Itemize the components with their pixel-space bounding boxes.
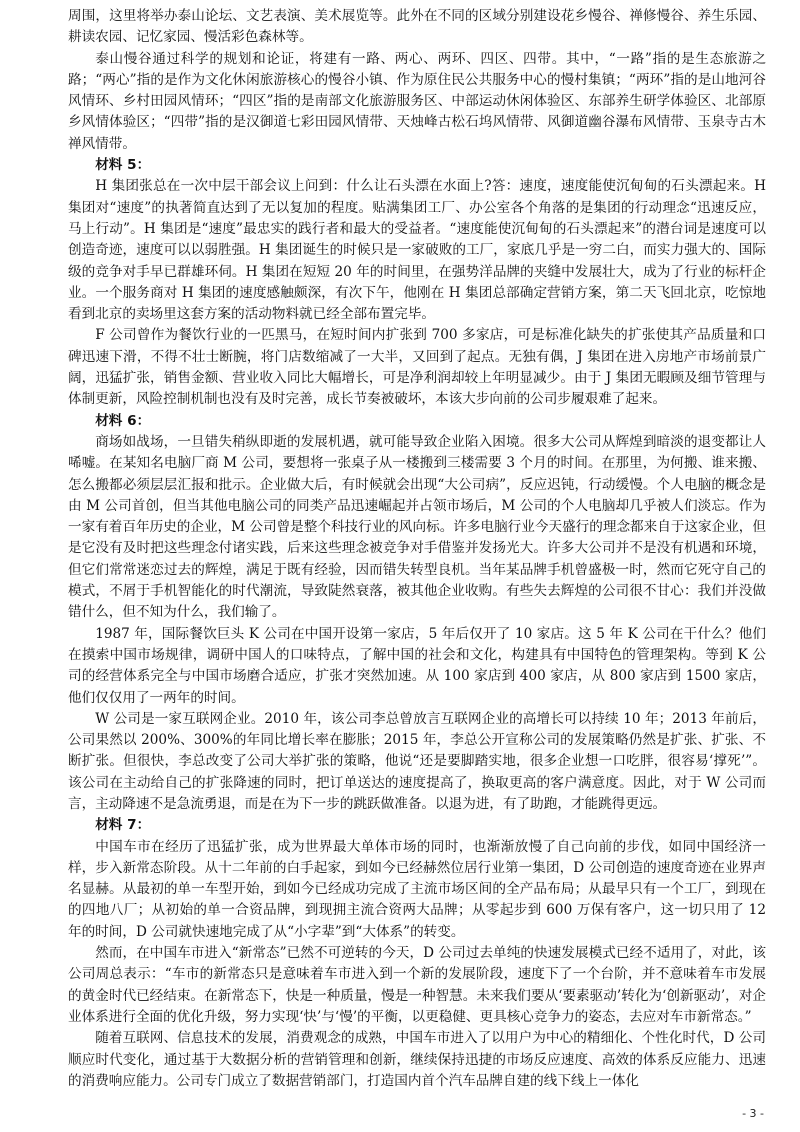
paragraph: F 公司曾作为餐饮行业的一匹黑马，在短时间内扩张到 700 多家店，可是标准化缺失的扩张使其产品质量和口碑迅速下滑，不得不壮士断腕，将门店数缩减了一大半，又回到了起点。无独有偶，J 集团在进入房地产市场前景广阔，迅猛扩张，销售金额、营业收入同比大幅增长，可是净利润却较上年明显减少。由于 J 集团无暇顾及细节管理与体制更新，风险控制机制也没有及时完善，成长节奏被破坏，本该大步向前的公司步履艰难了起来。 xyxy=(68,327,766,408)
section-heading: 材料 7： xyxy=(95,817,151,834)
section-heading: 材料 6： xyxy=(95,412,151,429)
paragraph-continued: 周围，这里将举办泰山论坛、文艺表演、美术展览等。此外在不同的区域分别建设花乡慢谷、禅修慢谷、养生乐园、耕读农园、记忆家园、慢活彩色森林等。 xyxy=(68,8,766,46)
page-number: - 3 - xyxy=(742,1106,764,1120)
paragraph: 商场如战场，一旦错失稍纵即逝的发展机遇，就可能导致企业陷入困境。很多大公司从辉煌到暗淡的退变都让人唏嘘。在某知名电脑厂商 M 公司，要想将一张桌子从一楼搬到三楼需要 3 个月的时间。在那里，为何搬、谁来搬、怎么搬都必须层层汇报和批示。企业做大后，有时候就会出现“大公司病”，反应迟钝，行动缓慢。个人电脑的概念是由 M 公司首创，但当其他电脑公司的同类产品迅速崛起并占领市场后，M 公司的个人电脑却几乎被人们淡忘。作为一家有着百年历史的企业，M 公司曾是整个科技行业的风向标。许多电脑行业今天盛行的理念都来自于这家企业，但是它没有及时把这些理念付诸实践，后来这些理念被竞争对手借鉴并发扬光大。许多大公司并不是没有机遇和环境，但它们常常迷恋过去的辉煌，满足于既有经验，因而错失转型良机。当年某品牌手机曾盛极一时，然而它死守自己的模式，不屑于手机智能化的时代潮流，导致陡然衰落，被其他企业收购。有些失去辉煌的公司很不甘心：我们并没做错什么，但不知为什么，我们输了。 xyxy=(68,433,766,621)
paragraph: 泰山慢谷通过科学的规划和论证，将建有一路、两心、两环、四区、四带。其中，“一路”指的是生态旅游之路；“两心”指的是作为文化休闲旅游核心的慢谷小镇、作为原住民公共服务中心的慢村集镇；“两环”指的是山地河谷风情环、乡村田园风情环；“四区”指的是南部文化旅游服务区、中部运动休闲体验区、东部养生研学体验区、北部原乡风情体验区；“四带”指的是汉御道七彩田园风情带、天烛峰古松石坞风情带、风御道幽谷瀑布风情带、玉泉寺古木禅风情带。 xyxy=(68,50,766,152)
paragraph: 然而，在中国车市进入“新常态”已然不可逆转的今天，D 公司过去单纯的快速发展模式已经不适用了，对此，该公司周总表示：“车市的新常态只是意味着车市进入到一个新的发展阶段，速度下了一个台阶，并不意味着车市发展的黄金时代已经结束。在新常态下，快是一种质量，慢是一种智慧。未来我们要从‘要素驱动’转化为‘创新驱动’，对企业体系进行全面的优化升级，努力实现‘快’与‘慢’的平衡，以更稳健、更具核心竞争力的姿态，去应对车市新常态。” xyxy=(68,945,766,1025)
paragraph: 中国车市在经历了迅猛扩张，成为世界最大单体市场的同时，也渐渐放慢了自己向前的步伐，如同中国经济一样，步入新常态阶段。从十二年前的白手起家，到如今已经赫然位居行业第一集团，D 公司创造的速度奇迹在业界声名显赫。从最初的单一车型开始，到如今已经成功完成了主流市场区间的全产品布局；从最早只有一个工厂，到现在的四地八厂；从初始的单一合资品牌，到现拥主流合资两大品牌；从零起步到 600 万保有客户，这一切只用了 12 年的时间，D 公司就快速地完成了从“小字辈”到“大体系”的转变。 xyxy=(68,838,766,940)
paragraph: 随着互联网、信息技术的发展，消费观念的成熟，中国车市进入了以用户为中心的精细化、个性化时代，D 公司顺应时代变化，通过基于大数据分析的营销管理和创新，继续保持迅捷的市场反应速度、高效的体系反应能力、迅速的消费响应能力。公司专门成立了数据营销部门，打造国内首个汽车品牌自建的线下线上一体化 xyxy=(68,1030,766,1089)
document-body xyxy=(68,6,766,1092)
paragraph: 1987 年，国际餐饮巨头 K 公司在中国开设第一家店，5 年后仅开了 10 家店。这 5 年 K 公司在干什么？他们在摸索中国市场规律，调研中国人的口味特点，了解中国的社会和文化，构建具有中国特色的管理架构。等到 K 公司的经营体系完全与中国市场磨合适应，扩张才突然加速。从 100 家店到 400 家店，从 800 家店到 1500 家店，他们仅仅用了一两年的时间。 xyxy=(68,625,766,706)
paragraph: W 公司是一家互联网企业。2010 年，该公司李总曾放言互联网企业的高增长可以持续 10 年；2013 年前后，公司果然以 200%、300%的年同比增长率在膨胀；2015 年，李总公开宣称公司的发展策略仍然是扩张、扩张、不断扩张。但很快，李总改变了公司大举扩张的策略，他说“还是要脚踏实地，很多企业想一口吃胖，很容易‘撑死’”。该公司在主动给自己的扩张降速的同时，把订单送达的速度提高了，换取更高的客户满意度。因此，对于 W 公司而言，主动降速不是急流勇退，而是在为下一步的跳跃做准备。以退为进，有了助跑，才能跳得更远。 xyxy=(68,710,766,812)
paragraph: H 集团张总在一次中层干部会议上问到：什么让石头漂在水面上?答：速度，速度能使沉甸甸的石头漂起来。H 集团对“速度”的执著简直达到了无以复加的程度。贴满集团工厂、办公室各个角落的是集团的行动理念“迅速反应，马上行动”。H 集团是“速度”最忠实的践行者和最大的受益者。“速度能使沉甸甸的石头漂起来”的潜台词是速度可以创造奇迹，速度可以以弱胜强。H 集团诞生的时候只是一家破败的工厂，家底几乎是一穷二白，而实力强大的、国际级的竞争对手早已群雄环伺。H 集团在短短 20 年的时间里，在强势洋品牌的夹缝中发展壮大，成为了行业的标杆企业。一个服务商对 H 集团的速度感触颇深，有次下午，他刚在 H 集团总部确定营销方案，第二天飞回北京，吃惊地看到北京的卖场里这套方案的活动物料就已经全部布置完毕。 xyxy=(68,178,766,323)
section-heading: 材料 5： xyxy=(95,157,151,174)
